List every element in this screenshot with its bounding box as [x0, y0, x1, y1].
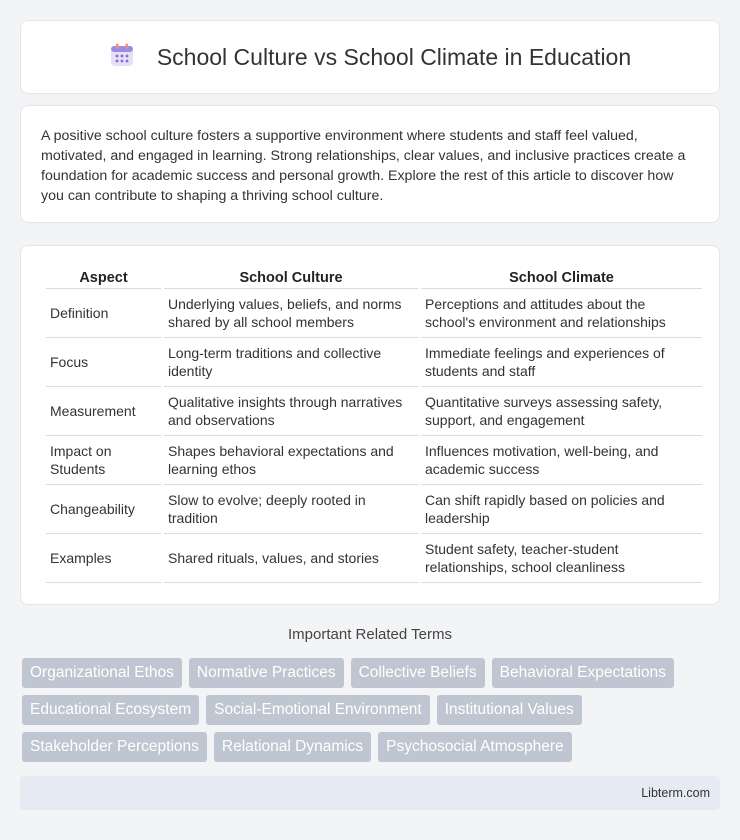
table-row [46, 289, 702, 338]
term-tag[interactable]: Relational Dynamics [214, 732, 371, 762]
footer-site-link[interactable]: Libterm.com [641, 786, 710, 800]
term-tag[interactable]: Social-Emotional Environment [206, 695, 430, 725]
term-tag[interactable]: Psychosocial Atmosphere [378, 732, 571, 762]
row-culture: Long-term traditions and collective identity [164, 338, 418, 387]
term-tag[interactable]: Normative Practices [189, 658, 344, 688]
row-climate: Quantitative surveys assessing safety, support, and engagement [421, 387, 702, 436]
row-aspect: Impact on Students [46, 436, 161, 485]
term-tag[interactable]: Collective Beliefs [351, 658, 485, 688]
table-row [46, 485, 702, 534]
column-header-school-culture: School Culture [164, 264, 418, 289]
row-aspect: Measurement [46, 387, 161, 436]
row-culture: Shapes behavioral expectations and learning ethos [164, 436, 418, 485]
footer [20, 776, 720, 810]
table-row [46, 534, 702, 583]
related-terms-heading: Important Related Terms [288, 626, 452, 643]
header-card [20, 20, 720, 94]
comparison-table-card [20, 245, 720, 605]
table-row [46, 387, 702, 436]
row-climate: Influences motivation, well-being, and academic success [421, 436, 702, 485]
row-climate: Immediate feelings and experiences of students and staff [421, 338, 702, 387]
row-culture: Shared rituals, values, and stories [164, 534, 418, 583]
intro-card [20, 105, 720, 223]
intro-paragraph: A positive school culture fosters a supportive environment where students and staff feel valued, motivated, and engaged in learning. Strong relationships, clear values, and inclusive practices create a foundation for academic success and personal growth. Explore the rest of this article to discover how you can contribute to shaping a thriving school culture. [41, 128, 686, 204]
table-row [46, 436, 702, 485]
page-title: School Culture vs School Climate in Education [156, 43, 632, 70]
calendar-icon [109, 42, 135, 73]
column-header-school-climate: School Climate [421, 264, 702, 289]
term-tag[interactable]: Behavioral Expectations [492, 658, 674, 688]
comparison-table [43, 264, 705, 583]
row-culture: Qualitative insights through narratives and observations [164, 387, 418, 436]
row-climate: Can shift rapidly based on policies and leadership [421, 485, 702, 534]
term-tag[interactable]: Institutional Values [437, 695, 582, 725]
term-tag[interactable]: Educational Ecosystem [22, 695, 199, 725]
column-header-aspect: Aspect [46, 264, 161, 289]
row-climate: Perceptions and attitudes about the school's environment and relationships [421, 289, 702, 338]
row-culture: Slow to evolve; deeply rooted in tradition [164, 485, 418, 534]
related-terms-list [22, 658, 722, 769]
term-tag[interactable]: Organizational Ethos [22, 658, 182, 688]
row-aspect: Focus [46, 338, 161, 387]
term-tag[interactable]: Stakeholder Perceptions [22, 732, 207, 762]
row-climate: Student safety, teacher-student relationships, school cleanliness [421, 534, 702, 583]
row-aspect: Definition [46, 289, 161, 338]
row-aspect: Examples [46, 534, 161, 583]
table-header-row [46, 264, 702, 289]
row-culture: Underlying values, beliefs, and norms shared by all school members [164, 289, 418, 338]
table-row [46, 338, 702, 387]
row-aspect: Changeability [46, 485, 161, 534]
